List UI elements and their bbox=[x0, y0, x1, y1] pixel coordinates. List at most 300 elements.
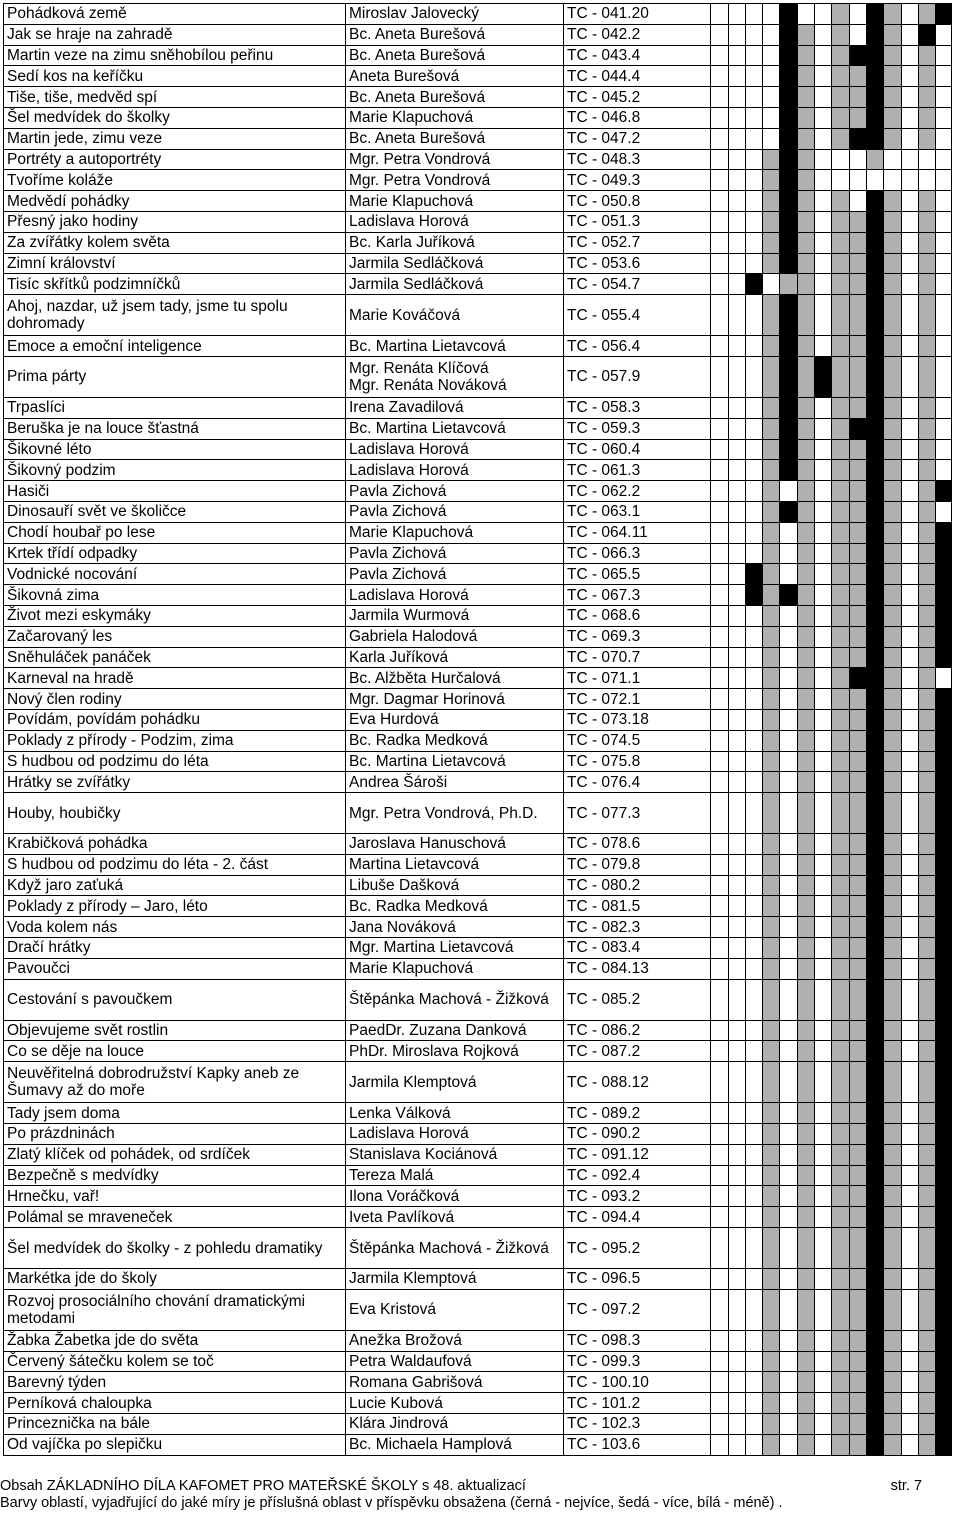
area-level-cell bbox=[763, 253, 780, 274]
area-level-cell bbox=[867, 107, 884, 128]
area-level-cell bbox=[729, 875, 746, 896]
area-level-cell bbox=[780, 1124, 798, 1145]
code-cell: TC - 099.3 bbox=[564, 1351, 711, 1372]
area-level-cell bbox=[832, 356, 850, 397]
area-level-cell bbox=[729, 543, 746, 564]
title-cell: Zimní království bbox=[4, 253, 346, 274]
area-level-cell bbox=[746, 772, 763, 793]
area-level-cell bbox=[711, 647, 729, 668]
table-row bbox=[4, 647, 952, 668]
table-row bbox=[4, 958, 952, 979]
area-level-cell bbox=[729, 1393, 746, 1414]
code-cell: TC - 087.2 bbox=[564, 1041, 711, 1062]
table-row bbox=[4, 834, 952, 855]
area-level-cell bbox=[711, 668, 729, 689]
area-level-cell bbox=[780, 543, 798, 564]
area-level-cell bbox=[729, 1228, 746, 1269]
area-level-cell bbox=[815, 896, 832, 917]
area-level-cell bbox=[832, 938, 850, 959]
area-level-cell bbox=[867, 481, 884, 502]
area-level-cell bbox=[936, 585, 952, 606]
area-level-cell bbox=[746, 854, 763, 875]
title-cell: Beruška je na louce šťastná bbox=[4, 418, 346, 439]
area-level-cell bbox=[936, 1434, 952, 1455]
area-level-cell bbox=[850, 1041, 867, 1062]
area-level-cell bbox=[936, 170, 952, 191]
area-level-cell bbox=[867, 958, 884, 979]
area-level-cell bbox=[919, 66, 936, 87]
area-level-cell bbox=[936, 460, 952, 481]
area-level-cell bbox=[867, 1186, 884, 1207]
area-level-cell bbox=[902, 1144, 919, 1165]
table-row bbox=[4, 772, 952, 793]
area-level-cell bbox=[867, 1289, 884, 1330]
area-level-cell bbox=[936, 211, 952, 232]
area-level-cell bbox=[815, 793, 832, 834]
area-level-cell bbox=[884, 1020, 902, 1041]
area-level-cell bbox=[832, 418, 850, 439]
title-cell: Šikovná zima bbox=[4, 585, 346, 606]
area-level-cell bbox=[763, 751, 780, 772]
area-level-cell bbox=[832, 875, 850, 896]
area-level-cell bbox=[867, 564, 884, 585]
title-cell: Portréty a autoportréty bbox=[4, 149, 346, 170]
area-level-cell bbox=[832, 274, 850, 295]
area-level-cell bbox=[884, 543, 902, 564]
title-cell: Hasiči bbox=[4, 481, 346, 502]
area-level-cell bbox=[763, 4, 780, 25]
area-level-cell bbox=[867, 45, 884, 66]
code-cell: TC - 094.4 bbox=[564, 1207, 711, 1228]
area-level-cell bbox=[832, 1144, 850, 1165]
area-level-cell bbox=[746, 397, 763, 418]
area-level-cell bbox=[850, 605, 867, 626]
code-cell: TC - 084.13 bbox=[564, 958, 711, 979]
title-cell: Přesný jako hodiny bbox=[4, 211, 346, 232]
title-cell: Prima párty bbox=[4, 356, 346, 397]
area-level-cell bbox=[919, 522, 936, 543]
author-cell: Tereza Malá bbox=[346, 1165, 564, 1186]
area-level-cell bbox=[729, 1289, 746, 1330]
area-level-cell bbox=[884, 522, 902, 543]
area-level-cell bbox=[798, 481, 815, 502]
author-cell: Jarmila Wurmová bbox=[346, 605, 564, 626]
area-level-cell bbox=[815, 211, 832, 232]
area-level-cell bbox=[729, 1269, 746, 1290]
code-cell: TC - 042.2 bbox=[564, 24, 711, 45]
area-level-cell bbox=[936, 336, 952, 357]
title-cell: Od vajíčka po slepičku bbox=[4, 1434, 346, 1455]
area-level-cell bbox=[815, 336, 832, 357]
area-level-cell bbox=[780, 689, 798, 710]
area-level-cell bbox=[711, 439, 729, 460]
area-level-cell bbox=[746, 66, 763, 87]
area-level-cell bbox=[919, 1330, 936, 1351]
area-level-cell bbox=[867, 1165, 884, 1186]
table-row bbox=[4, 709, 952, 730]
table-row bbox=[4, 938, 952, 959]
area-level-cell bbox=[711, 1124, 729, 1145]
area-level-cell bbox=[850, 585, 867, 606]
area-level-cell bbox=[884, 1041, 902, 1062]
title-cell: Poklady z přírody - Podzim, zima bbox=[4, 730, 346, 751]
area-level-cell bbox=[867, 1020, 884, 1041]
area-level-cell bbox=[815, 751, 832, 772]
area-level-cell bbox=[763, 1020, 780, 1041]
title-cell: Šel medvídek do školky - z pohledu dramatiky bbox=[4, 1228, 346, 1269]
area-level-cell bbox=[832, 543, 850, 564]
area-level-cell bbox=[832, 1228, 850, 1269]
title-cell: Tvoříme koláže bbox=[4, 170, 346, 191]
author-cell: Marie Kováčová bbox=[346, 295, 564, 336]
area-level-cell bbox=[902, 1020, 919, 1041]
area-level-cell bbox=[919, 274, 936, 295]
table-row bbox=[4, 232, 952, 253]
area-level-cell bbox=[746, 1144, 763, 1165]
area-level-cell bbox=[746, 4, 763, 25]
area-level-cell bbox=[763, 1351, 780, 1372]
area-level-cell bbox=[902, 709, 919, 730]
area-level-cell bbox=[867, 1041, 884, 1062]
area-level-cell bbox=[763, 543, 780, 564]
area-level-cell bbox=[780, 397, 798, 418]
area-level-cell bbox=[919, 647, 936, 668]
area-level-cell bbox=[850, 1330, 867, 1351]
area-level-cell bbox=[763, 1165, 780, 1186]
area-level-cell bbox=[936, 854, 952, 875]
area-level-cell bbox=[919, 24, 936, 45]
area-level-cell bbox=[919, 1062, 936, 1103]
area-level-cell bbox=[780, 211, 798, 232]
area-level-cell bbox=[936, 647, 952, 668]
area-level-cell bbox=[902, 1207, 919, 1228]
area-level-cell bbox=[919, 501, 936, 522]
area-level-cell bbox=[711, 730, 729, 751]
area-level-cell bbox=[919, 1434, 936, 1455]
table-row bbox=[4, 1372, 952, 1393]
area-level-cell bbox=[780, 958, 798, 979]
area-level-cell bbox=[936, 772, 952, 793]
title-cell: Ahoj, nazdar, už jsem tady, jsme tu spolu dohromady bbox=[4, 295, 346, 336]
area-level-cell bbox=[746, 605, 763, 626]
table-row bbox=[4, 253, 952, 274]
area-level-cell bbox=[763, 689, 780, 710]
area-level-cell bbox=[832, 1124, 850, 1145]
area-level-cell bbox=[936, 564, 952, 585]
area-level-cell bbox=[832, 772, 850, 793]
area-level-cell bbox=[919, 128, 936, 149]
area-level-cell bbox=[746, 751, 763, 772]
area-level-cell bbox=[902, 1186, 919, 1207]
area-level-cell bbox=[850, 958, 867, 979]
area-level-cell bbox=[867, 522, 884, 543]
area-level-cell bbox=[746, 149, 763, 170]
area-level-cell bbox=[902, 605, 919, 626]
area-level-cell bbox=[884, 875, 902, 896]
title-cell: Objevujeme svět rostlin bbox=[4, 1020, 346, 1041]
area-level-cell bbox=[763, 1434, 780, 1455]
area-level-cell bbox=[780, 439, 798, 460]
area-level-cell bbox=[936, 875, 952, 896]
area-level-cell bbox=[815, 501, 832, 522]
table-row bbox=[4, 1330, 952, 1351]
area-level-cell bbox=[763, 274, 780, 295]
area-level-cell bbox=[936, 522, 952, 543]
title-cell: Neuvěřitelná dobrodružství Kapky aneb ze Šumavy až do moře bbox=[4, 1062, 346, 1103]
table-row bbox=[4, 295, 952, 336]
author-cell: Romana Gabrišová bbox=[346, 1372, 564, 1393]
area-level-cell bbox=[763, 149, 780, 170]
area-level-cell bbox=[746, 564, 763, 585]
area-level-cell bbox=[815, 45, 832, 66]
area-level-cell bbox=[919, 191, 936, 212]
area-level-cell bbox=[711, 1372, 729, 1393]
area-level-cell bbox=[902, 938, 919, 959]
title-cell: Dinosauří svět ve školičce bbox=[4, 501, 346, 522]
area-level-cell bbox=[936, 958, 952, 979]
area-level-cell bbox=[902, 1165, 919, 1186]
area-level-cell bbox=[867, 1207, 884, 1228]
area-level-cell bbox=[902, 1062, 919, 1103]
area-level-cell bbox=[798, 356, 815, 397]
area-level-cell bbox=[711, 170, 729, 191]
area-level-cell bbox=[919, 87, 936, 108]
area-level-cell bbox=[763, 211, 780, 232]
area-level-cell bbox=[763, 979, 780, 1020]
author-cell: Lucie Kubová bbox=[346, 1393, 564, 1414]
area-level-cell bbox=[919, 834, 936, 855]
area-level-cell bbox=[850, 1393, 867, 1414]
area-level-cell bbox=[763, 191, 780, 212]
area-level-cell bbox=[832, 107, 850, 128]
area-level-cell bbox=[919, 1414, 936, 1435]
area-level-cell bbox=[780, 1434, 798, 1455]
area-level-cell bbox=[850, 1434, 867, 1455]
author-cell: PaedDr. Zuzana Danková bbox=[346, 1020, 564, 1041]
area-level-cell bbox=[902, 66, 919, 87]
area-level-cell bbox=[850, 1062, 867, 1103]
area-level-cell bbox=[763, 128, 780, 149]
area-level-cell bbox=[798, 1124, 815, 1145]
code-cell: TC - 097.2 bbox=[564, 1289, 711, 1330]
area-level-cell bbox=[729, 295, 746, 336]
area-level-cell bbox=[746, 689, 763, 710]
area-level-cell bbox=[780, 1269, 798, 1290]
area-level-cell bbox=[850, 647, 867, 668]
area-level-cell bbox=[780, 253, 798, 274]
author-cell: Ladislava Horová bbox=[346, 211, 564, 232]
table-row bbox=[4, 751, 952, 772]
area-level-cell bbox=[746, 543, 763, 564]
area-level-cell bbox=[884, 834, 902, 855]
area-level-cell bbox=[936, 356, 952, 397]
area-level-cell bbox=[936, 1124, 952, 1145]
author-cell: Ladislava Horová bbox=[346, 585, 564, 606]
area-level-cell bbox=[763, 875, 780, 896]
area-level-cell bbox=[711, 24, 729, 45]
area-level-cell bbox=[867, 730, 884, 751]
area-level-cell bbox=[711, 191, 729, 212]
area-level-cell bbox=[884, 4, 902, 25]
area-level-cell bbox=[780, 772, 798, 793]
area-level-cell bbox=[850, 522, 867, 543]
area-level-cell bbox=[832, 1414, 850, 1435]
area-level-cell bbox=[746, 709, 763, 730]
table-row bbox=[4, 481, 952, 502]
area-level-cell bbox=[902, 543, 919, 564]
area-level-cell bbox=[780, 24, 798, 45]
area-level-cell bbox=[815, 917, 832, 938]
area-level-cell bbox=[815, 605, 832, 626]
area-level-cell bbox=[884, 689, 902, 710]
area-level-cell bbox=[729, 1165, 746, 1186]
area-level-cell bbox=[729, 87, 746, 108]
area-level-cell bbox=[780, 4, 798, 25]
area-level-cell bbox=[832, 564, 850, 585]
area-level-cell bbox=[729, 66, 746, 87]
area-level-cell bbox=[711, 481, 729, 502]
area-level-cell bbox=[832, 24, 850, 45]
area-level-cell bbox=[780, 917, 798, 938]
table-row bbox=[4, 66, 952, 87]
area-level-cell bbox=[832, 854, 850, 875]
title-cell: Šikovné léto bbox=[4, 439, 346, 460]
area-level-cell bbox=[798, 1228, 815, 1269]
area-level-cell bbox=[746, 460, 763, 481]
area-level-cell bbox=[902, 689, 919, 710]
author-cell: Bc. Aneta Burešová bbox=[346, 45, 564, 66]
area-level-cell bbox=[850, 107, 867, 128]
area-level-cell bbox=[832, 253, 850, 274]
area-level-cell bbox=[867, 232, 884, 253]
area-level-cell bbox=[746, 1372, 763, 1393]
area-level-cell bbox=[832, 896, 850, 917]
area-level-cell bbox=[884, 274, 902, 295]
area-level-cell bbox=[815, 938, 832, 959]
area-level-cell bbox=[746, 1330, 763, 1351]
area-level-cell bbox=[780, 875, 798, 896]
title-cell: Hrnečku, vař! bbox=[4, 1186, 346, 1207]
area-level-cell bbox=[815, 1372, 832, 1393]
area-level-cell bbox=[798, 834, 815, 855]
area-level-cell bbox=[711, 875, 729, 896]
area-level-cell bbox=[815, 1041, 832, 1062]
area-level-cell bbox=[763, 1041, 780, 1062]
content-table bbox=[3, 3, 952, 1456]
area-level-cell bbox=[884, 481, 902, 502]
area-level-cell bbox=[936, 397, 952, 418]
area-level-cell bbox=[746, 191, 763, 212]
area-level-cell bbox=[780, 522, 798, 543]
area-level-cell bbox=[902, 896, 919, 917]
area-level-cell bbox=[798, 170, 815, 191]
area-level-cell bbox=[902, 4, 919, 25]
area-level-cell bbox=[936, 87, 952, 108]
table-row bbox=[4, 1393, 952, 1414]
area-level-cell bbox=[746, 647, 763, 668]
area-level-cell bbox=[919, 875, 936, 896]
author-cell: Iveta Pavlíková bbox=[346, 1207, 564, 1228]
area-level-cell bbox=[780, 107, 798, 128]
area-level-cell bbox=[798, 626, 815, 647]
table-row bbox=[4, 605, 952, 626]
area-level-cell bbox=[711, 87, 729, 108]
title-cell: Trpaslíci bbox=[4, 397, 346, 418]
area-level-cell bbox=[867, 689, 884, 710]
area-level-cell bbox=[902, 356, 919, 397]
area-level-cell bbox=[763, 356, 780, 397]
area-level-cell bbox=[919, 1165, 936, 1186]
author-cell: Mgr. Renáta Klíčová Mgr. Renáta Nováková bbox=[346, 356, 564, 397]
table-row bbox=[4, 501, 952, 522]
area-level-cell bbox=[815, 149, 832, 170]
area-level-cell bbox=[711, 626, 729, 647]
author-cell: Mgr. Petra Vondrová, Ph.D. bbox=[346, 793, 564, 834]
area-level-cell bbox=[763, 709, 780, 730]
area-level-cell bbox=[798, 1330, 815, 1351]
code-cell: TC - 044.4 bbox=[564, 66, 711, 87]
area-level-cell bbox=[815, 1351, 832, 1372]
area-level-cell bbox=[936, 232, 952, 253]
area-level-cell bbox=[884, 1330, 902, 1351]
area-level-cell bbox=[711, 1228, 729, 1269]
author-cell: Bc. Martina Lietavcová bbox=[346, 751, 564, 772]
author-cell: Pavla Zichová bbox=[346, 564, 564, 585]
table-row bbox=[4, 1289, 952, 1330]
area-level-cell bbox=[815, 709, 832, 730]
code-cell: TC - 081.5 bbox=[564, 896, 711, 917]
area-level-cell bbox=[815, 1434, 832, 1455]
area-level-cell bbox=[832, 45, 850, 66]
area-level-cell bbox=[798, 647, 815, 668]
area-level-cell bbox=[746, 1351, 763, 1372]
area-level-cell bbox=[711, 1103, 729, 1124]
area-level-cell bbox=[729, 149, 746, 170]
table-row bbox=[4, 170, 952, 191]
area-level-cell bbox=[902, 1393, 919, 1414]
author-cell: Lenka Válková bbox=[346, 1103, 564, 1124]
area-level-cell bbox=[729, 45, 746, 66]
area-level-cell bbox=[815, 356, 832, 397]
code-cell: TC - 072.1 bbox=[564, 689, 711, 710]
area-level-cell bbox=[815, 295, 832, 336]
area-level-cell bbox=[763, 24, 780, 45]
area-level-cell bbox=[902, 274, 919, 295]
title-cell: Nový člen rodiny bbox=[4, 689, 346, 710]
author-cell: Jarmila Klemptová bbox=[346, 1269, 564, 1290]
title-cell: Voda kolem nás bbox=[4, 917, 346, 938]
code-cell: TC - 103.6 bbox=[564, 1434, 711, 1455]
area-level-cell bbox=[902, 564, 919, 585]
area-level-cell bbox=[832, 170, 850, 191]
area-level-cell bbox=[729, 668, 746, 689]
area-level-cell bbox=[746, 87, 763, 108]
area-level-cell bbox=[780, 66, 798, 87]
author-cell: Marie Klapuchová bbox=[346, 958, 564, 979]
area-level-cell bbox=[815, 191, 832, 212]
area-level-cell bbox=[763, 232, 780, 253]
table-row bbox=[4, 979, 952, 1020]
area-level-cell bbox=[850, 1165, 867, 1186]
title-cell: Krabičková pohádka bbox=[4, 834, 346, 855]
code-cell: TC - 092.4 bbox=[564, 1165, 711, 1186]
code-cell: TC - 077.3 bbox=[564, 793, 711, 834]
area-level-cell bbox=[763, 460, 780, 481]
area-level-cell bbox=[815, 1207, 832, 1228]
area-level-cell bbox=[780, 191, 798, 212]
area-level-cell bbox=[815, 253, 832, 274]
area-level-cell bbox=[919, 149, 936, 170]
